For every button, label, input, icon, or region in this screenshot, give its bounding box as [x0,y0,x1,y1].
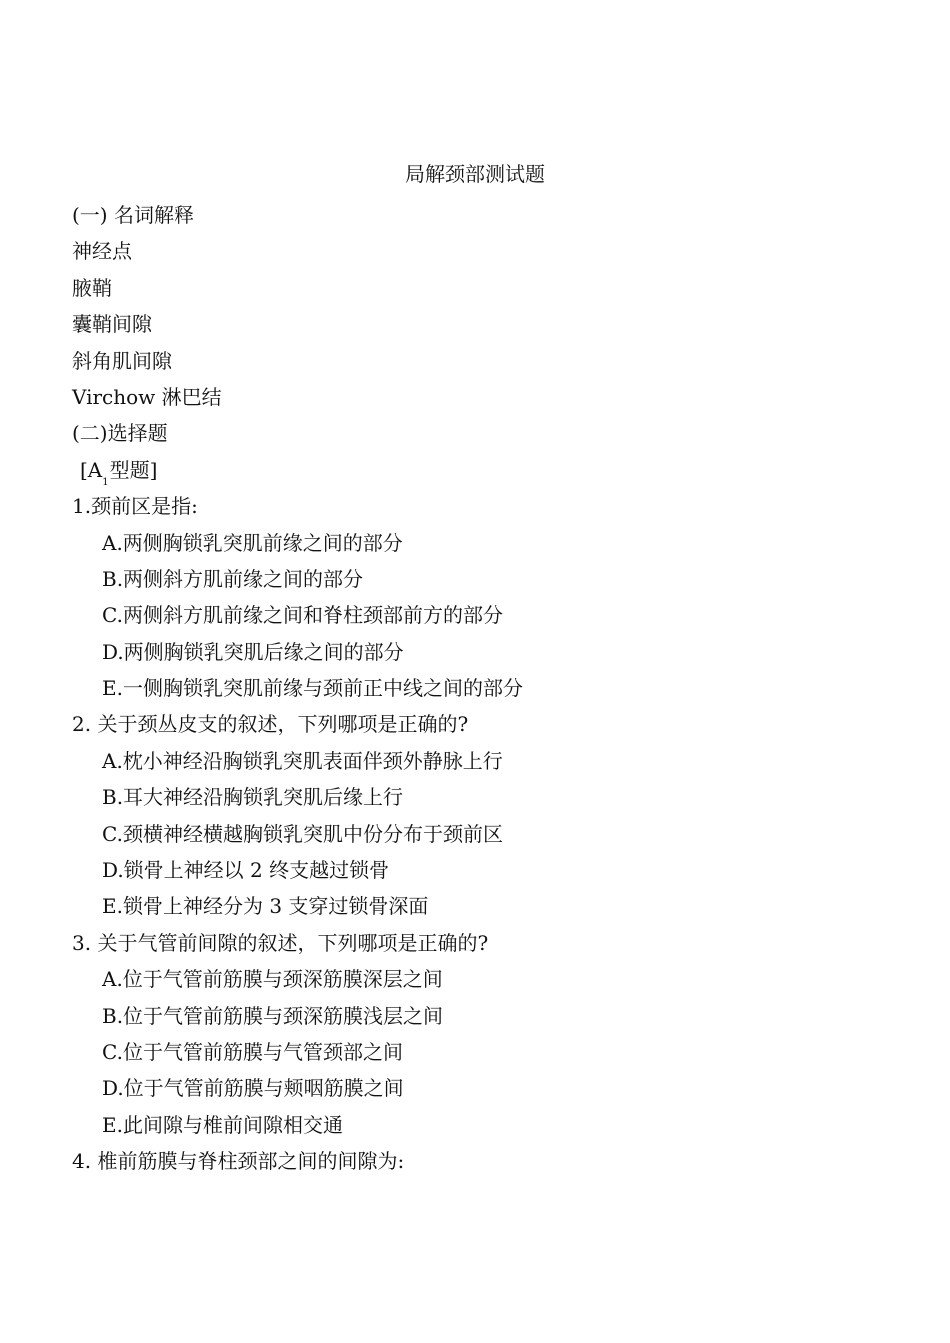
question-option: E.一侧胸锁乳突肌前缘与颈前正中线之间的部分 [102,676,523,701]
question-option: B.两侧斜方肌前缘之间的部分 [102,566,364,591]
term-item: 斜角肌间隙 [72,348,172,373]
question-stem: 1.颈前区是指: [72,494,198,519]
question-option: E.此间隙与椎前间隙相交通 [102,1112,343,1137]
term-item: 神经点 [72,239,132,264]
question-option: C.两侧斜方肌前缘之间和脊柱颈部前方的部分 [102,603,503,628]
term-item: Virchow 淋巴结 [72,384,222,409]
question-option: B.位于气管前筋膜与颈深筋膜浅层之间 [102,1003,444,1028]
question-option: C.位于气管前筋膜与气管颈部之间 [102,1039,403,1064]
question-option: D.锁骨上神经以 2 终支越过锁骨 [102,858,390,883]
question-option: D.两侧胸锁乳突肌后缘之间的部分 [102,639,404,664]
question-option: D.位于气管前筋膜与颊咽筋膜之间 [102,1076,404,1101]
type-label-start: [A [80,457,103,482]
section-heading-definitions: (一) 名词解释 [72,203,194,227]
question-option: A.位于气管前筋膜与颈深筋膜深层之间 [102,967,443,992]
question-stem: 2. 关于颈丛皮支的叙述，下列哪项是正确的? [72,712,469,737]
type-label-end: 型题] [109,457,158,482]
question-option: C.颈横神经横越胸锁乳突肌中份分布于颈前区 [102,821,503,846]
document-title-text: 局解颈部测试题 [405,162,545,186]
question-stem: 4. 椎前筋膜与脊柱颈部之间的间隙为: [72,1149,405,1174]
section-heading-choice: (二)选择题 [72,421,168,446]
term-item: 腋鞘 [72,275,112,300]
document-body [72,197,892,1180]
document-title [0,160,950,188]
question-option: A.两侧胸锁乳突肌前缘之间的部分 [102,530,403,555]
question-option: A.枕小神经沿胸锁乳突肌表面伴颈外静脉上行 [102,748,503,773]
term-item: 囊鞘间隙 [72,312,152,337]
question-option: B.耳大神经沿胸锁乳突肌后缘上行 [102,785,404,810]
type-label-subscript: 1 [102,476,109,488]
question-type-label [72,452,892,488]
question-stem: 3. 关于气管前间隙的叙述，下列哪项是正确的? [72,930,489,955]
question-option: E.锁骨上神经分为 3 支穿过锁骨深面 [102,894,429,919]
